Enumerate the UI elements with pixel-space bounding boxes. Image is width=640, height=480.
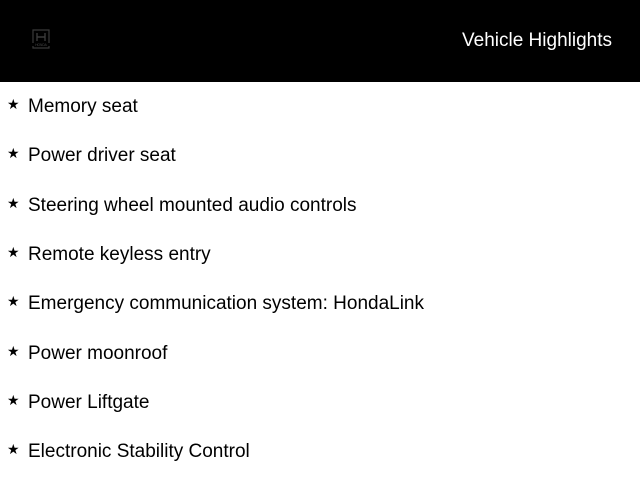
star-icon: ★	[7, 145, 20, 161]
page-title: Vehicle Highlights	[462, 30, 612, 51]
highlight-label: Power moonroof	[28, 343, 168, 364]
highlight-label: Emergency communication system: HondaLink	[28, 293, 425, 314]
list-item	[0, 243, 640, 267]
highlight-label: Electronic Stability Control	[28, 441, 250, 462]
star-icon: ★	[7, 195, 20, 211]
list-item	[0, 342, 640, 366]
list-item	[0, 391, 640, 415]
star-icon: ★	[7, 441, 20, 457]
star-icon: ★	[7, 293, 20, 309]
list-item	[0, 292, 640, 316]
list-item	[0, 440, 640, 464]
honda-logo	[27, 27, 55, 51]
highlight-label: Memory seat	[28, 96, 138, 117]
highlight-label: Power driver seat	[28, 145, 176, 166]
star-icon: ★	[7, 392, 20, 408]
star-icon: ★	[7, 96, 20, 112]
header-bar	[0, 0, 640, 82]
star-icon: ★	[7, 343, 20, 359]
list-item	[0, 144, 640, 168]
highlight-label: Power Liftgate	[28, 392, 150, 413]
highlight-label: Steering wheel mounted audio controls	[28, 195, 357, 216]
list-item	[0, 95, 640, 119]
logo-text: HONDA	[35, 43, 47, 47]
highlight-label: Remote keyless entry	[28, 244, 211, 265]
star-icon: ★	[7, 244, 20, 260]
list-item	[0, 194, 640, 218]
